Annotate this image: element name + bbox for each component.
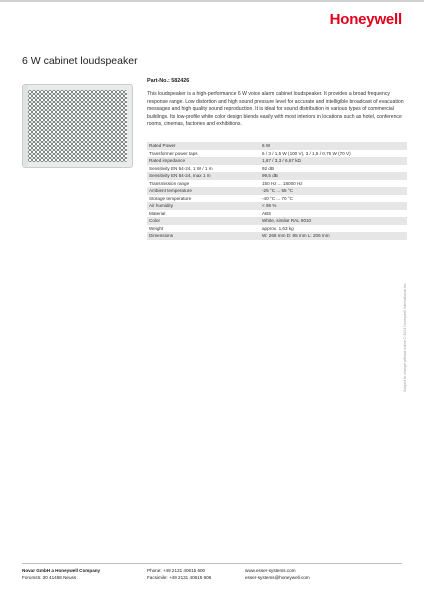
spec-value: 6 W [260,142,407,150]
spec-value: 99,5 dB [260,172,407,180]
product-photo [22,84,133,168]
spec-key: Air humidity [147,202,260,210]
footer-web-link[interactable]: www.esser-systems.com [245,568,296,573]
footer-company-block [22,568,100,581]
spec-row [147,225,407,233]
side-note: Subject to change without notice © 2021 Honeywell International Inc. [403,282,407,392]
footer-phone: Phone: +49 2131 40615 600 [147,568,206,573]
spec-row [147,202,407,210]
spec-key: Rated impedance [147,157,260,165]
spec-key: Rated Power [147,142,260,150]
spec-value: ABS [260,210,407,218]
spec-row [147,172,407,180]
footer-rule [22,563,402,564]
spec-key: Sensitivity EN 54-24, max 1 m [147,172,260,180]
spec-row [147,210,407,218]
spec-table [147,142,407,240]
footer-email-link[interactable]: esser-systems@honeywell.com [245,574,310,580]
top-rule [0,0,424,2]
spec-value: 6 / 3 / 1,5 W (100 V), 3 / 1,5 / 0,75 W (70 V) [260,150,407,158]
spec-row [147,150,407,158]
spec-row [147,232,407,240]
spec-key: Weight [147,225,260,233]
spec-row [147,217,407,225]
brand-logo: Honeywell [329,11,402,28]
spec-key: Color [147,217,260,225]
spec-value: 92 dB [260,165,407,173]
part-number: Part-No.: 582426 [147,78,190,84]
spec-value: -40 °C ... 70 °C [260,195,407,203]
spec-value: -25 °C ... 55 °C [260,187,407,195]
footer-web-block [245,568,310,581]
spec-value: approx. 1,63 kg [260,225,407,233]
footer-address: Forumstr. 30 41468 Neuss [22,574,77,580]
spec-row [147,187,407,195]
spec-key: Material [147,210,260,218]
spec-value: < 95 % [260,202,407,210]
spec-value: W: 268 mm D: 85 mm L: 206 mm [260,232,407,240]
spec-value: White, similar RAL 9010 [260,217,407,225]
spec-row [147,157,407,165]
spec-row [147,180,407,188]
speaker-grille [28,90,127,162]
spec-row [147,165,407,173]
spec-key: Transmission range [147,180,260,188]
spec-key: Sensitivity EN 54-24, 1 W / 1 m [147,165,260,173]
spec-key: Dimensions [147,232,260,240]
spec-key: Storage temperature [147,195,260,203]
spec-row [147,195,407,203]
spec-value: 150 Hz ... 18000 Hz [260,180,407,188]
footer-fax: Facsimile: +49 2131 40615 606 [147,574,212,580]
footer-company: Novar GmbH a Honeywell Company [22,568,101,573]
spec-key: Transformer power taps [147,150,260,158]
footer-contact-block [147,568,211,581]
product-description: This loudspeaker is a high-performance 6 W voice alarm cabinet loudspeaker. It provides a broad frequency response range. Low distortion and high sound pressure level for accurate and intelligible broadcast of evacuation messages and high quality sound reproduction. It is ideal for sound distribution in various types of commercial buildings. Its low-profile white color design blends easily with most interiors in locations such as hotel, conference rooms, cinemas, factories and exhibitions. [147,91,404,128]
spec-value: 1,67 / 3,3 / 6,67 kΩ [260,157,407,165]
page-title: 6 W cabinet loudspeaker [22,55,138,67]
spec-row [147,142,407,150]
spec-key: Ambient temperature [147,187,260,195]
